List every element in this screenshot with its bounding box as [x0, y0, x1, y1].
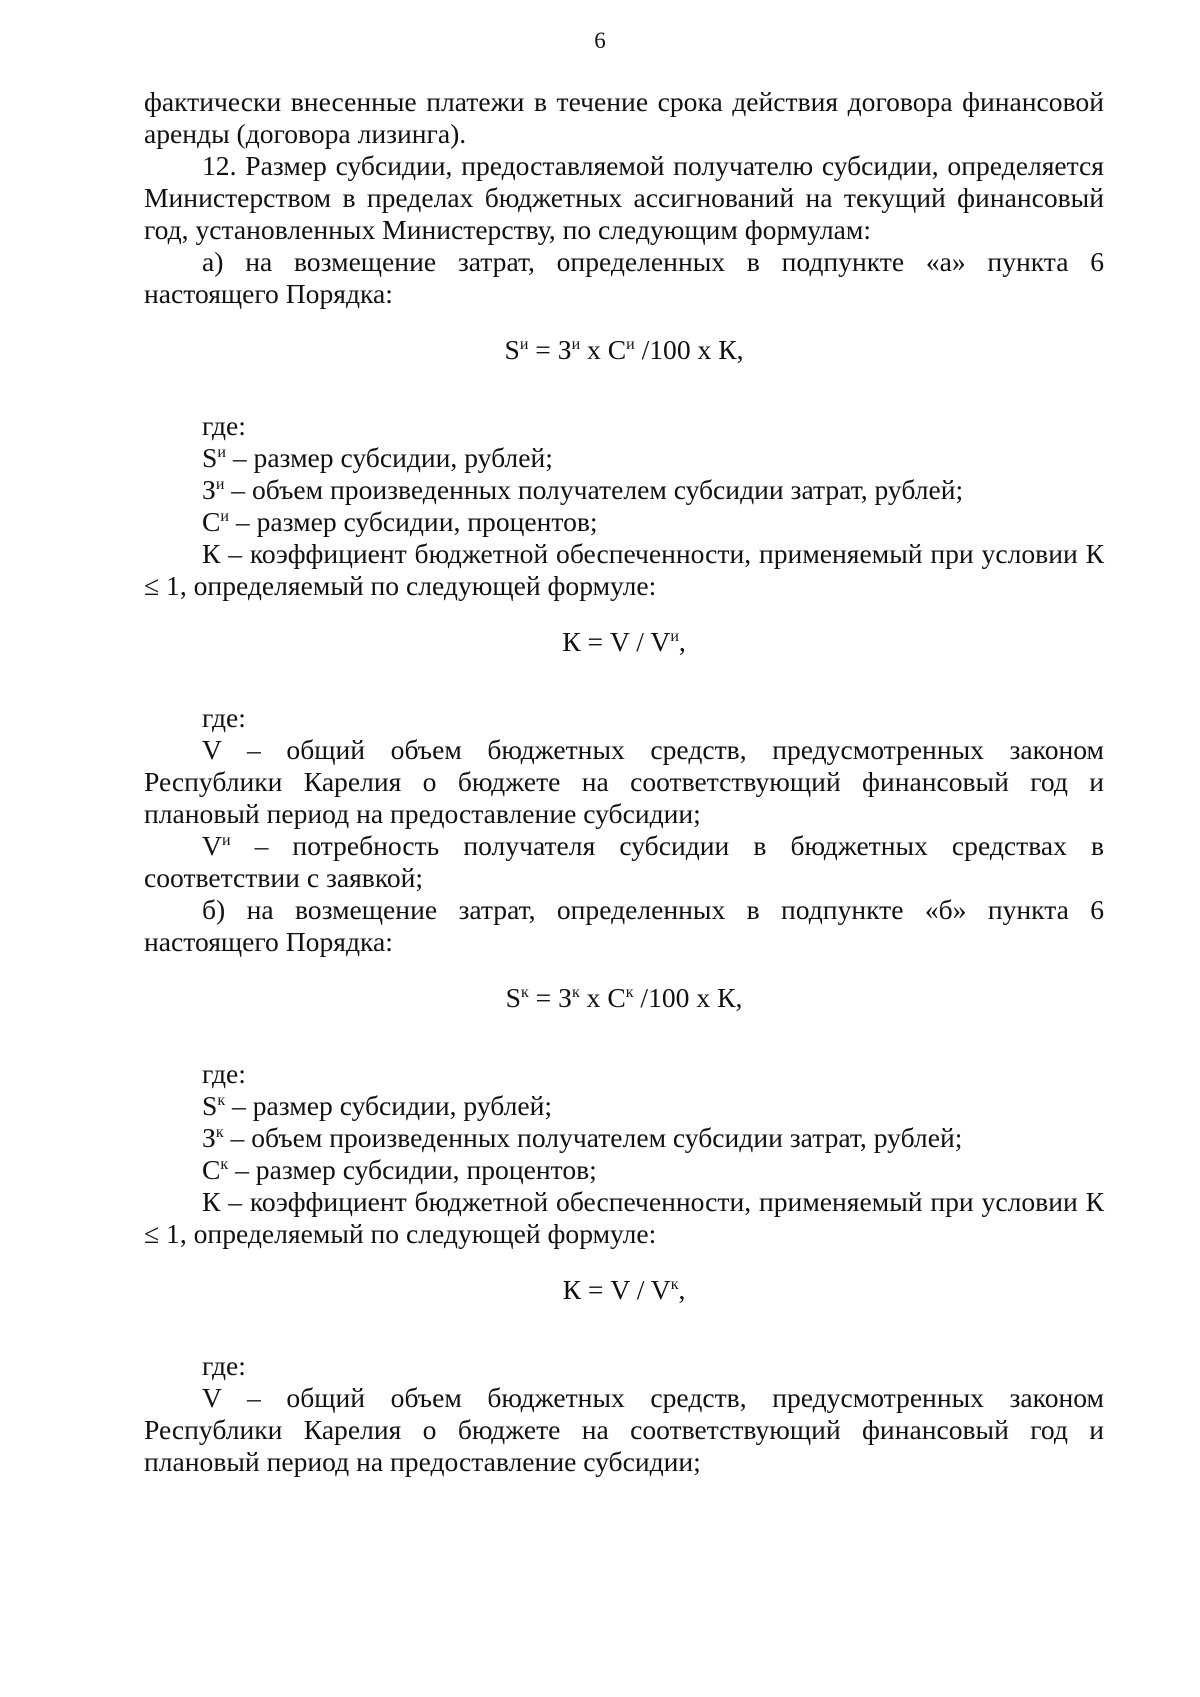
where-label: где: — [202, 702, 246, 733]
paragraph-subpoint-b: б) на возмещение затрат, определенных в подпункте «б» пункта 6 настоящего Порядка: — [144, 894, 1104, 957]
where-label: где: — [202, 410, 246, 441]
definition-s: $S^и$ – размер субсидии, рублей; — [202, 442, 553, 473]
definition-k: К – коэффициент бюджетной обеспеченности, применяемый при условии К ≤ 1, определяемый по следующей формуле: — [144, 1186, 1104, 1249]
formula-coefficient-a: $К = V / V^и$, — [562, 626, 686, 657]
definition-k: К – коэффициент бюджетной обеспеченности, применяемый при условии К ≤ 1, определяемый по следующей формуле: — [144, 538, 1104, 601]
paragraph-subpoint-a: а) на возмещение затрат, определенных в подпункте «а» пункта 6 настоящего Порядка: — [144, 246, 1104, 309]
definition-v-need: $V^и$ – потребность получателя субсидии в бюджетных средствах в соответствии с заявкой; — [144, 830, 1104, 893]
where-label: где: — [202, 1350, 246, 1381]
definition-z: $З^к$ – объем произведенных получателем субсидии затрат, рублей; — [202, 1122, 963, 1153]
formula-subsidy-b: $S^к = З^к$ х $С^к$ /100 х К, — [505, 982, 743, 1013]
formula-subsidy-a: $S^и = З^и$ х $С^и$ /100 х К, — [504, 334, 744, 365]
definition-v: V – общий объем бюджетных средств, предусмотренных законом Республики Карелия о бюджете на соответствующий финансовый год и плановый период на предоставление субсидии; — [144, 734, 1104, 829]
formula-coefficient-b: $К = V / V^к$, — [562, 1274, 686, 1305]
definition-z: $З^и$ – объем произведенных получателем субсидии затрат, рублей; — [202, 474, 964, 505]
definition-s: $S^к$ – размер субсидии, рублей; — [202, 1090, 553, 1121]
where-label: где: — [202, 1058, 246, 1089]
paragraph-payments: фактически внесенные платежи в течение срока действия договора финансовой аренды (договора лизинга). — [144, 86, 1104, 149]
page-number: 6 — [594, 28, 606, 53]
document-body — [144, 86, 1104, 1478]
definition-v: V – общий объем бюджетных средств, предусмотренных законом Республики Карелия о бюджете на соответствующий финансовый год и плановый период на предоставление субсидии; — [144, 1382, 1104, 1477]
definition-c: $С^и$ – размер субсидии, процентов; — [202, 506, 598, 537]
paragraph-12: 12. Размер субсидии, предоставляемой получателю субсидии, определяется Министерством в пределах бюджетных ассигнований на текущий финансовый год, установленных Министерству, по следующим формулам: — [144, 150, 1104, 245]
definition-c: $С^к$ – размер субсидии, процентов; — [202, 1154, 597, 1185]
